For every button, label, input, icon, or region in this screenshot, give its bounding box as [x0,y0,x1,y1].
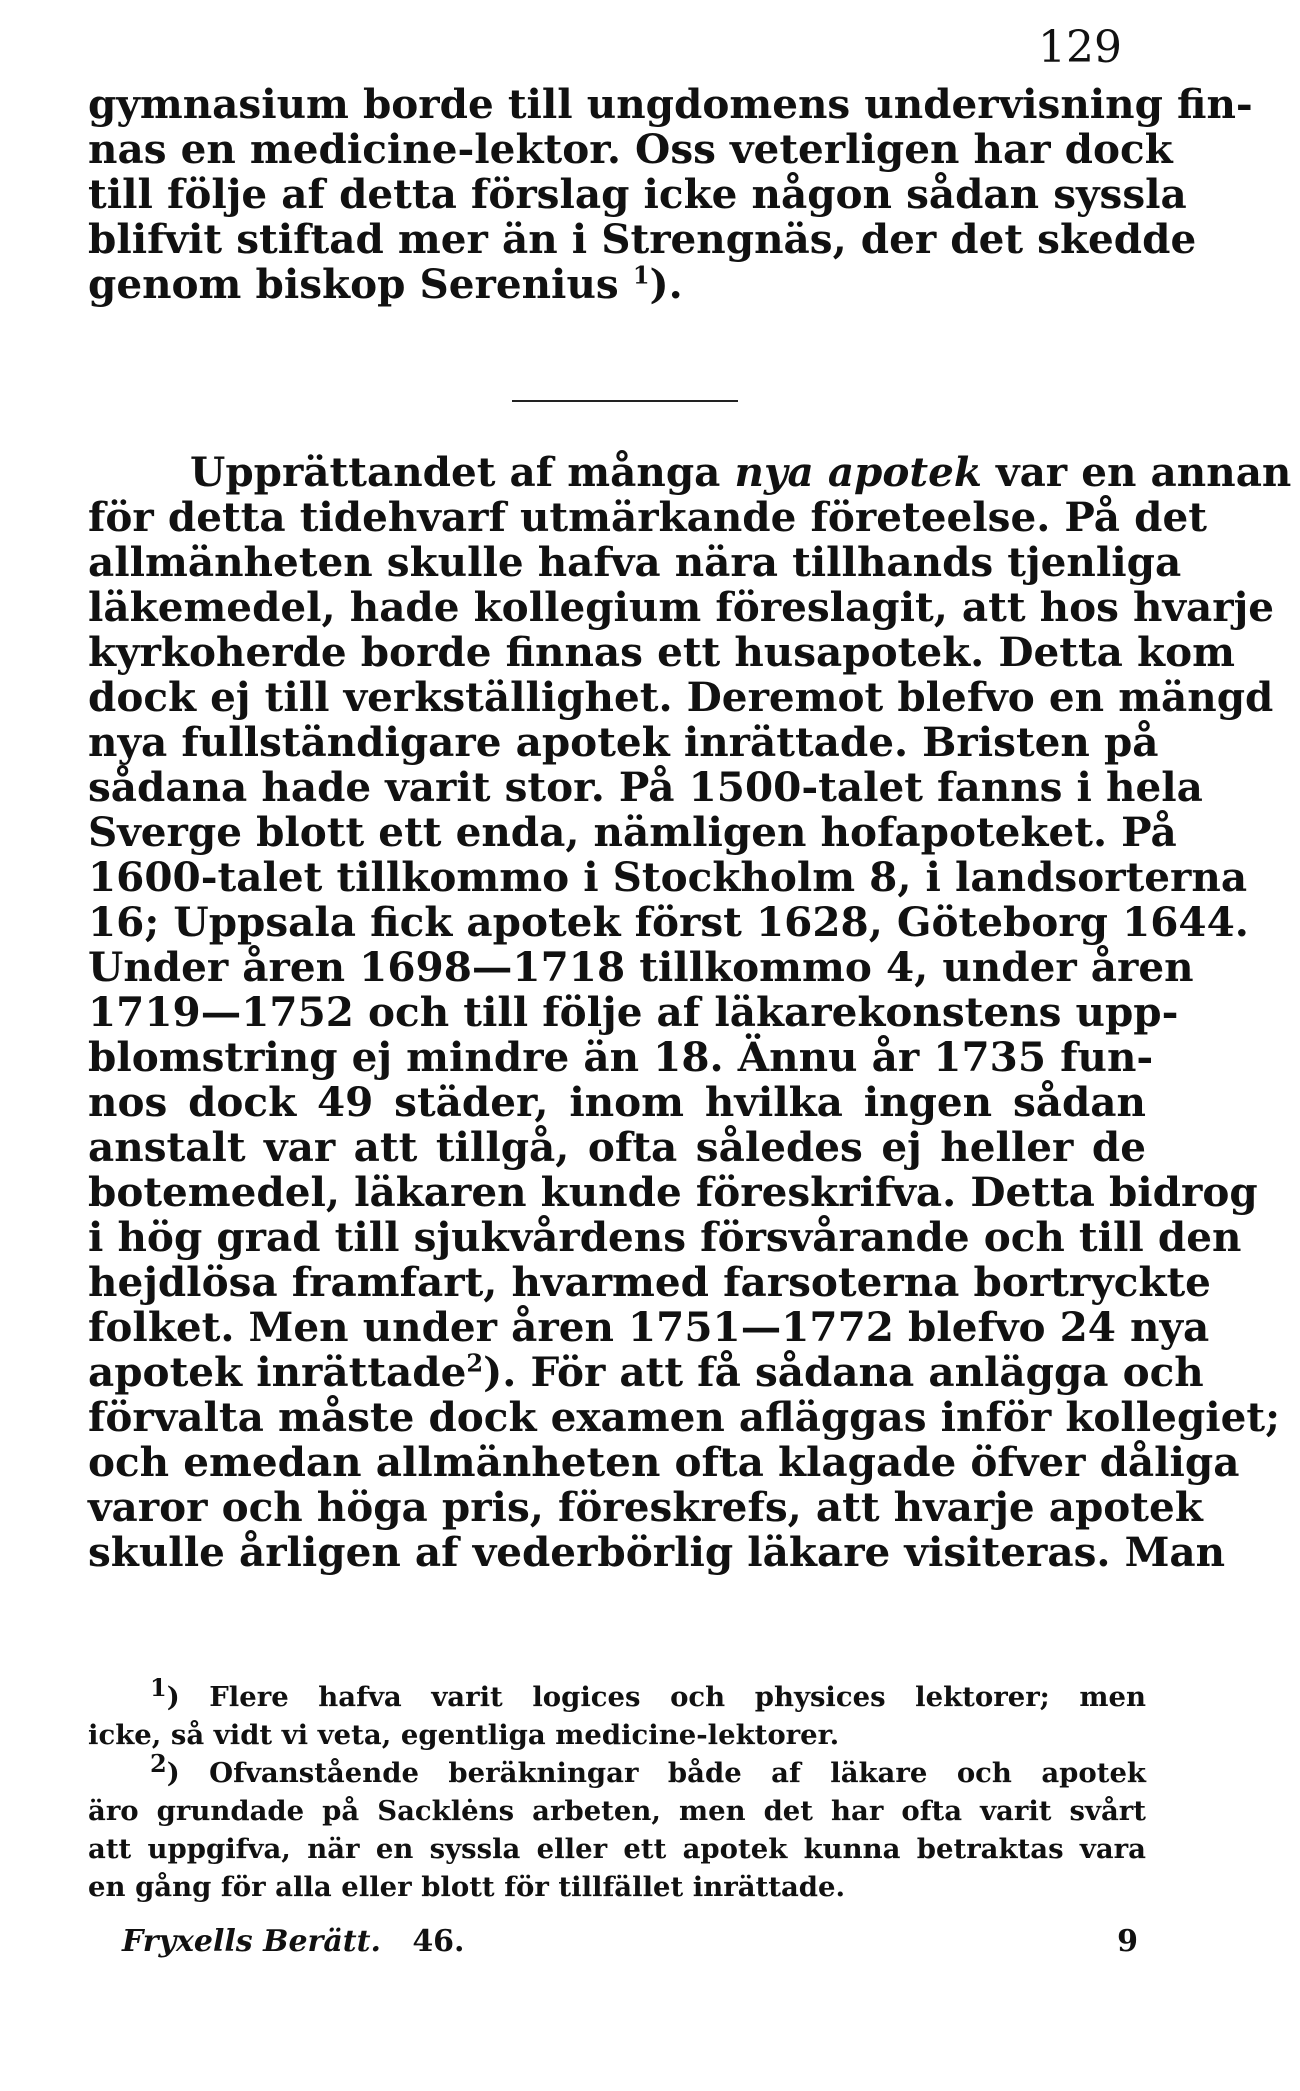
text-fragment: Upprättandet af många [190,448,735,496]
text-line: gymnasium borde till ungdomens undervisning fin- [88,80,1253,128]
text-line: blifvit stiftad mer än i Strengnäs, der det skedde [88,215,1197,263]
text-line: och emedan allmänheten ofta klagade öfver dåliga [88,1438,1240,1486]
text-line: för detta tidehvarf utmärkande företeelse. På det [88,493,1207,541]
text-line: anstalt var att tillgå, ofta således ej heller de [88,1123,1146,1171]
text-line: blomstring ej mindre än 18. Ännu år 1735 fun- [88,1033,1154,1081]
footnote-mark: 1 [150,1672,167,1702]
paragraph-continued [88,80,1253,308]
text-fragment: ) Ofvanstående beräkningar både af läkare och apotek [166,1757,1146,1789]
text-line: nya fullständigare apotek inrättade. Bristen på [88,718,1159,766]
text-line: allmänheten skulle hafva nära tillhands tjenliga [88,538,1182,586]
text-fragment: apotek inrättade [88,1348,467,1396]
printer-signature [122,1924,465,1959]
text-line: varor och höga pris, föreskrefs, att hvarje apotek [88,1483,1203,1531]
text-line: förvalta måste dock examen afläggas inför kollegiet; [88,1393,1281,1441]
text-line: kyrkoherde borde finnas ett husapotek. Detta kom [88,628,1235,676]
footnote-ref: 2 [466,1348,484,1378]
text-line: botemedel, läkaren kunde föreskrifva. Detta bidrog [88,1168,1258,1216]
text-line: i hög grad till sjukvårdens försvårande och till den [88,1213,1242,1261]
text-line: dock ej till verkställighet. Deremot blefvo en mängd [88,673,1274,721]
footnote-ref: 1 [632,260,650,290]
footnote-mark: 2 [150,1748,167,1778]
text-fragment: var en annan [981,448,1292,496]
text-fragment: ). [649,260,683,308]
footnote-line: icke, så vidt vi veta, egentliga medicine-lektorer. [88,1719,840,1751]
emphasis-text: nya apotek [734,448,982,496]
text-line: läkemedel, hade kollegium föreslagit, att hos hvarje [88,583,1275,631]
footnote-line: äro grundade på Sacklėns arbeten, men det har ofta varit svårt [88,1795,1146,1827]
text-line: 1719—1752 och till följe af läkarekonstens upp- [88,988,1179,1036]
text-line: Sverge blott ett enda, nämligen hofapoteket. På [88,808,1177,856]
signature-number: 46. [412,1924,465,1959]
signature-title: Fryxells Berätt. [122,1924,381,1959]
text-line [88,1348,1204,1396]
text-line: nos dock 49 städer, inom hvilka ingen sådan [88,1078,1146,1126]
footnote-line: att uppgifva, när en syssla eller ett apotek kunna betraktas vara [88,1833,1146,1865]
text-line: 1600-talet tillkommo i Stockholm 8, i landsorterna [88,853,1248,901]
text-line: skulle årligen af vederbörlig läkare visiteras. Man [88,1528,1226,1576]
text-line [88,448,1292,496]
text-line: Under åren 1698—1718 tillkommo 4, under åren [88,943,1194,991]
text-fragment: ). För att få sådana anlägga och [483,1348,1204,1396]
sheet-mark: 9 [1117,1924,1138,1959]
text-fragment: ) Flere hafva varit logices och physices lektorer; men [166,1681,1146,1713]
footnote-line [88,1748,1146,1792]
footnote-line [88,1672,1146,1716]
text-line: sådana hade varit stor. På 1500-talet fanns i hela [88,763,1203,811]
paragraph-apotek [88,448,1292,1576]
text-fragment: genom biskop Serenius [88,260,619,308]
text-line: till följe af detta förslag icke någon sådan syssla [88,170,1187,218]
footnote-line: en gång för alla eller blott för tillfället inrättade. [88,1871,846,1903]
text-line: 16; Uppsala fick apotek först 1628, Göteborg 1644. [88,898,1249,946]
page-number: 129 [1038,22,1122,73]
text-line: hejdlösa framfart, hvarmed farsoterna bortryckte [88,1258,1211,1306]
text-line: nas en medicine-lektor. Oss veterligen har dock [88,125,1173,173]
text-line: folket. Men under åren 1751—1772 blefvo 24 nya [88,1303,1210,1351]
footnotes [88,1672,1146,1906]
section-divider [512,400,738,402]
text-line [88,262,1146,307]
